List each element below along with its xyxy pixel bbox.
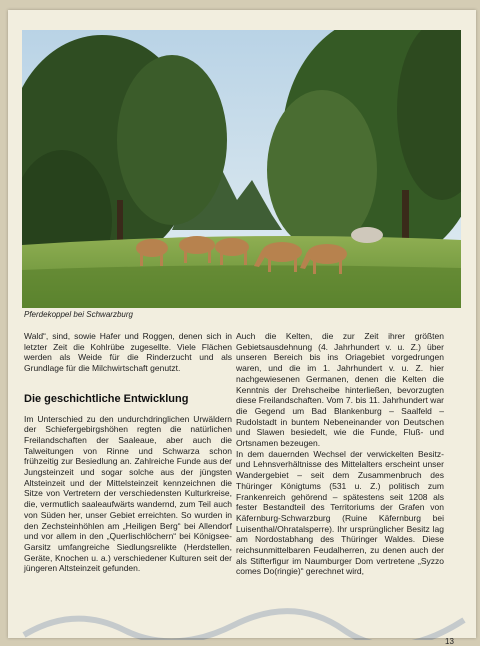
watermark-logo: [14, 600, 474, 640]
left-paragraph-2: Im Unterschied zu den undurchdringlichen Urwäldern der Schiefergebirgshöhen regten die natürlichen Freilandschaften der Saaleaue, aber auch die Talweitungen von Rinne und Schwarza schon frühzeitig zur Besiedlung an. Zahlreiche Funde aus der Jungsteinzeit und sogar solche aus der jüngsten Altsteinzeit und der Mittelsteinzeit kennzeichnen die Sitze von Vertretern der verschiedensten Kulturkreise, die, vermutlich saaleaufwärts wandernd, zum Teil auch von Süden her, unser Gebiet erreichten. So wurden in den Zechsteinhöhlen am „Heiligen Berg“ bei Allendorf und vor allem in den „Querlischlöchern“ bei Königsee-Garsitz umfangreiche Siedlungsrelikte (Herdstellen, Geräte, Knochen u. a.) verschiedener Kulturen seit der jüngeren Altsteinzeit gefunden.: [24, 413, 232, 574]
right-column: [236, 331, 444, 577]
section-heading: Die geschichtliche Entwicklung: [24, 392, 189, 405]
right-paragraph-1: Auch die Kelten, die zur Zeit ihrer größten Gebietsausdehnung (4. Jahrhundert v. u. Z.) über unseren Bereich bis ins Oriagebiet vorgedrungen waren, und die im 1. Jahrhundert v. u. Z. hier nachgewiesenen Germanen, denen die Kelten die Kenntnis der Drehscheibe hinterließen, bevorzugten diese Freilandschaften. Vom 7. bis 11. Jahrhundert war die Gegend um Bad Blankenburg – Saalfeld – Rudolstadt in buntem Nebeneinander von Deutschen und Slawen besiedelt, wie die Funde, Fluß- und Ortsnamen bezeugen.: [236, 331, 444, 449]
photo-caption: Pferdekoppel bei Schwarzburg: [24, 310, 133, 319]
left-column: [24, 331, 232, 574]
photo-horse-paddock: [22, 30, 461, 308]
paddock-illustration: [22, 30, 461, 308]
book-page: [8, 10, 476, 646]
left-paragraph-1: Wald“, sind, sowie Hafer und Roggen, denen sich in letzter Zeit die Kohlrübe zugesellte. Viele Flächen werden als Weide für die Rinderzucht und als Grundlage für die Milchwirtschaft genutzt.: [24, 331, 232, 374]
page-number: 13: [445, 637, 454, 646]
right-paragraph-2: In dem dauernden Wechsel der verwickelten Besitz- und Lehnsverhältnisse des Mittelalters erscheint unser Wandergebiet – seit dem Zusammenbruch des Thüringer Königtums (531 u. Z.) politisch zum Frankenreich gehörend – spätestens seit 1208 als fester Bestandteil des Territoriums der Grafen von Käfernburg-Schwarzburg (Ruine Käfernburg bei Luisenthal/Ohratalsperre). Ihr ursprünglicher Besitz lag am Nordostabhang des Thüringer Waldes. Diese reichsunmittelbaren Feudalherren, zu denen auch der als Stifterfigur im Naumburger Dom vertretene „Syzzo comes Do(ringie)“ gerechnet wird,: [236, 448, 444, 577]
